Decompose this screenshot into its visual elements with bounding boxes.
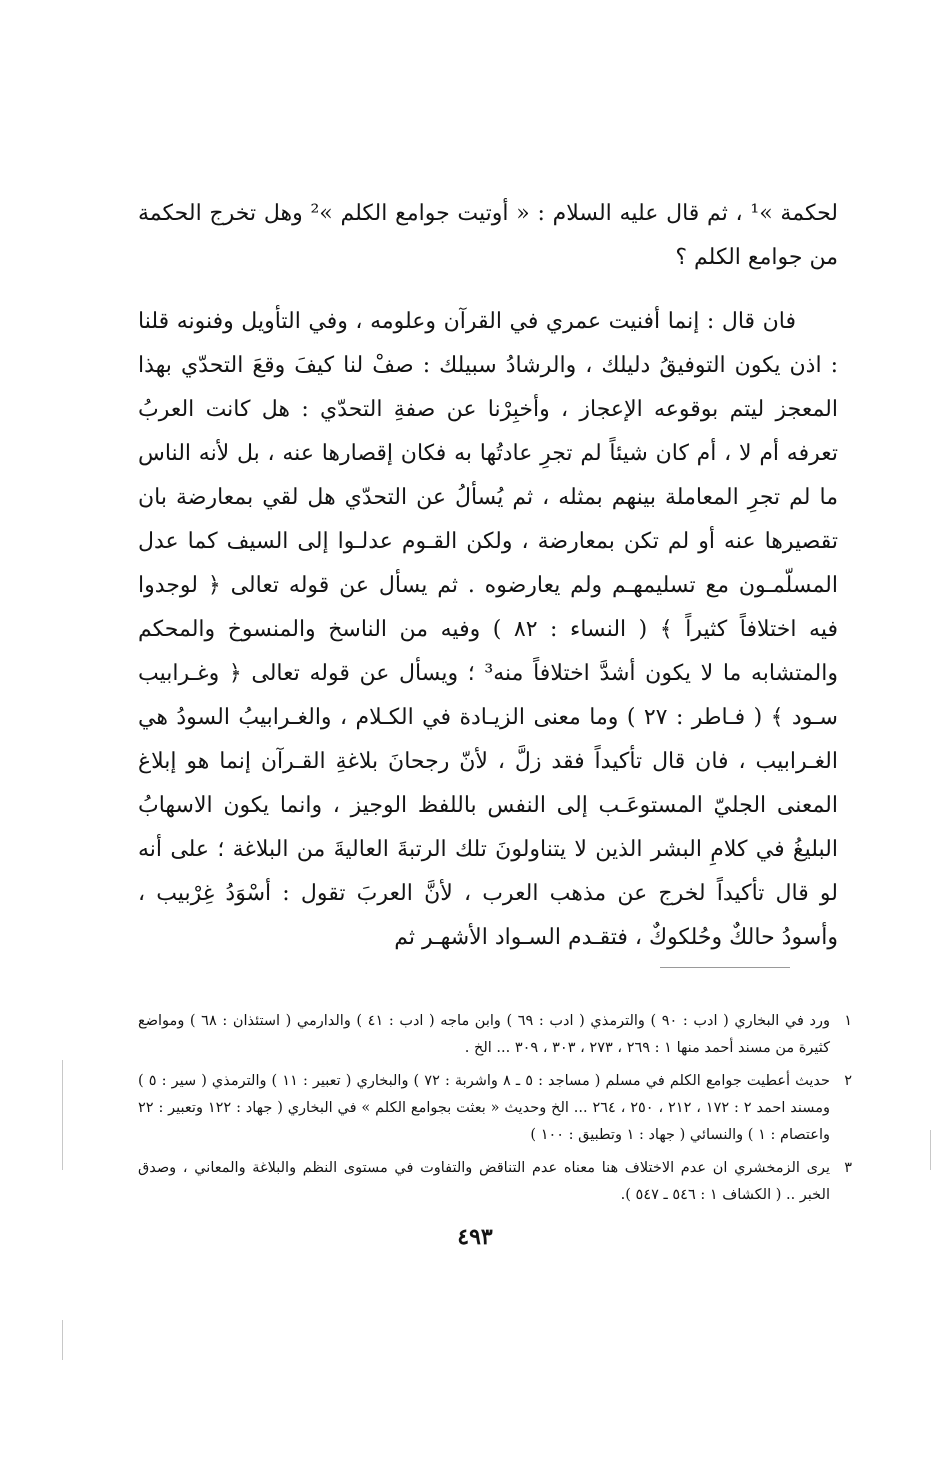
scan-margin-mark	[62, 1320, 63, 1360]
footnote-separator	[660, 967, 790, 968]
footnote-number: ١	[844, 1013, 852, 1029]
footnote-text: حديث أعطيت جوامع الكلم في مسلم ( مساجد : ٥ ـ ٨ واشربة : ٧٢ ) والبخاري ( تعبير : ١١ ) والترمذي ( سير : ٥ ) ومسند احمد ٢ : ١٧٢ ، ٢١٢ ، ٢٥٠ ، ٢٦٤ ... الخ وحديث « بعثت بجوامع الكلم » في البخاري ( جهاد : ١٢٢ وتعبير : ٢٢ واعتصام : ١ ) والنسائي ( جهاد : ١ وتطبيق : ١٠٠ )	[138, 1073, 831, 1143]
footnote-text: ورد في البخاري ( ادب : ٩٠ ) والترمذي ( ادب : ٦٩ ) وابن ماجه ( ادب : ٤١ ) والدارمي ( استئذان : ٦٨ ) ومواضع كثيرة من مسند أحمد منها ١ : ٢٦٩ ، ٢٧٣ ، ٣٠٣ ، ٣٠٩ ... الخ .	[138, 1013, 830, 1056]
footnote-3	[138, 1155, 852, 1209]
footnote-text: يرى الزمخشري ان عدم الاختلاف هنا معناه عدم التناقض والتفاوت في مستوى النظم والبلاغة والمعاني ، وصدق الخبر .. ( الكشاف ١ : ٥٤٦ ـ ٥٤٧ ).	[138, 1160, 830, 1203]
footnote-1	[138, 1008, 852, 1062]
main-text-block	[138, 192, 838, 960]
page-number: ٤٩٣	[457, 1224, 493, 1250]
body-paragraph: فان قال : إنما أفنيت عمري في القرآن وعلومه ، وفي التأويل وفنونه قلنا : اذن يكون التوفيقُ دليلك ، والرشادُ سبيلك : صفْ لنا كيفَ وقعَ التحدّي بهذا المعجز ليتم بوقوعه الإعجاز ، وأخبِرْنا عن صفةِ التحدّي : هل كانت العربُ تعرفه أم لا ، أم كان شيئاً لم تجرِ عادتُها به فكان إقصارها عنه ، بل لأنه الناس ما لم تجرِ المعاملة بينهم بمثله ، ثم يُسألُ عن التحدّي هل لقي بمعارضة بان تقصيرها عنه أو لم تكن بمعارضة ، ولكن القـوم عدلـوا إلى السيف كما عدل المسلّمـون مع تسليمهـم ولم يعارضوه . ثم يسأل عن قوله تعالى ﴿ لوجدوا فيه اختلافاً كثيراً ﴾ ( النساء : ٨٢ ) وفيه من الناسخ والمنسوخ والمحكم والمتشابه ما لا يكون أشدَّ اختلافاً منه³ ؛ ويسأل عن قوله تعالى ﴿ وغـرابيب سـود ﴾ ( فـاطر : ٢٧ ) وما معنى الزيـادة في الكـلام ، والغـرابيبُ السودُ هي الغـرابيب ، فان قال تأكيداً فقد زلَّ ، لأنّ رجحانَ بلاغةِ القـرآن إنما هو إبلاغ المعنى الجليّ المستوعَـب إلى النفس باللفظ الوجيز ، وانما يكون الاسهابُ البليغُ في كلامِ البشر الذين لا يتناولونَ تلك الرتبةَ العاليةَ من البلاغة ؛ على أنه لو قال تأكيداً لخرج عن مذهب العرب ، لأنَّ العربَ تقول : أسْوَدُ غِرْبيب ، وأسودُ حالكٌ وحُلكوكٌ ، فتقـدم السـواد الأشهـر ثم	[138, 309, 838, 950]
scan-margin-mark	[930, 1130, 931, 1170]
footnotes-section	[138, 1008, 852, 1215]
footnote-number: ٢	[844, 1073, 852, 1089]
body-paragraph-continuation: لحكمة »¹ ، ثم قال عليه السلام : « أوتيت جوامع الكلم »² وهل تخرج الحكمة من جوامع الكلم ؟	[138, 201, 838, 270]
footnote-2	[138, 1068, 852, 1149]
footnote-number: ٣	[844, 1160, 852, 1176]
scan-margin-mark	[62, 1060, 63, 1170]
